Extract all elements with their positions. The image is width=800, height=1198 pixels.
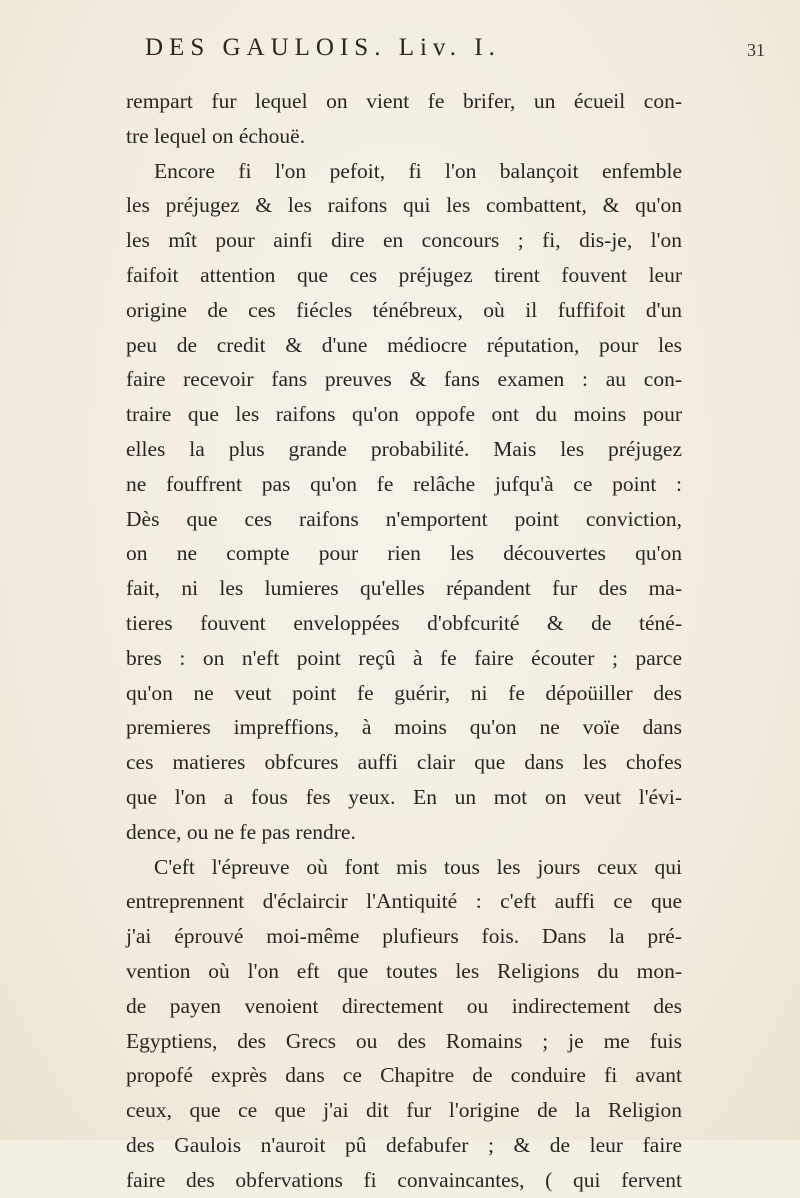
text-line: on ne compte pour rien les découvertes qu'on xyxy=(126,541,682,566)
running-title: DES GAULOIS. Liv. I. xyxy=(145,34,501,61)
text-line: faire recevoir fans preuves & fans examen : au con- xyxy=(126,367,682,392)
text-line: dence, ou ne fe pas rendre. xyxy=(126,819,356,844)
text-line: les mît pour ainfi dire en concours ; fi, dis-je, l'on xyxy=(126,228,682,253)
text-line: bres : on n'eft point reçû à fe faire écouter ; parce xyxy=(126,645,682,670)
text-line: tieres fouvent enveloppées d'obfcurité & de téné- xyxy=(126,610,682,635)
text-line: des Gaulois n'auroit pû defabufer ; & de leur faire xyxy=(126,1132,682,1157)
text-line: premieres impreffions, à moins qu'on ne voïe dans xyxy=(126,715,682,740)
text-line: tre lequel on échouë. xyxy=(126,123,306,148)
text-line: rempart fur lequel on vient fe brifer, un écueil con- xyxy=(126,89,682,113)
page-number: 31 xyxy=(747,40,765,60)
text-line: elles la plus grande probabilité. Mais les préjugez xyxy=(126,436,682,461)
text-line: qu'on ne veut point fe guérir, ni fe dépoüiller des xyxy=(126,680,682,705)
text-line: les préjugez & les raifons qui les combattent, & qu'on xyxy=(126,193,682,218)
running-header xyxy=(95,34,765,74)
text-line: que l'on a fous fes yeux. En un mot on veut l'évi- xyxy=(126,784,682,809)
text-line: origine de ces fiécles ténébreux, où il fuffifoit d'un xyxy=(126,297,682,322)
text-line: de payen venoient directement ou indirectement des xyxy=(126,993,682,1018)
text-line: ceux, que ce que j'ai dit fur l'origine de la Religion xyxy=(126,1098,682,1123)
text-line: ne fouffrent pas qu'on fe relâche jufqu'à ce point : xyxy=(126,471,682,496)
text-line: Dès que ces raifons n'emportent point conviction, xyxy=(126,506,682,531)
text-line: fait, ni les lumieres qu'elles répandent fur des ma- xyxy=(126,576,682,601)
text-line: Egyptiens, des Grecs ou des Romains ; je me fuis xyxy=(126,1028,682,1053)
text-line: entreprennent d'éclaircir l'Antiquité : c'eft auffi ce que xyxy=(126,889,682,914)
text-line: Encore fi l'on pefoit, fi l'on balançoit enfemble xyxy=(154,158,682,183)
text-line: faire des obfervations fi convaincantes, ( qui fervent xyxy=(126,1167,682,1192)
text-line: peu de credit & d'une médiocre réputation, pour les xyxy=(126,332,682,357)
text-line: faifoit attention que ces préjugez tirent fouvent leur xyxy=(126,262,682,287)
text-line: vention où l'on eft que toutes les Religions du mon- xyxy=(126,958,682,983)
text-line: traire que les raifons qu'on oppofe ont du moins pour xyxy=(126,402,682,427)
text-line: C'eft l'épreuve où font mis tous les jours ceux qui xyxy=(154,854,682,879)
text-line: j'ai éprouvé moi-même plufieurs fois. Dans la pré- xyxy=(126,924,682,949)
body-text xyxy=(126,84,682,1198)
text-line: propofé exprès dans ce Chapitre de conduire fi avant xyxy=(126,1063,682,1088)
text-line: ces matieres obfcures auffi clair que dans les chofes xyxy=(126,750,682,775)
